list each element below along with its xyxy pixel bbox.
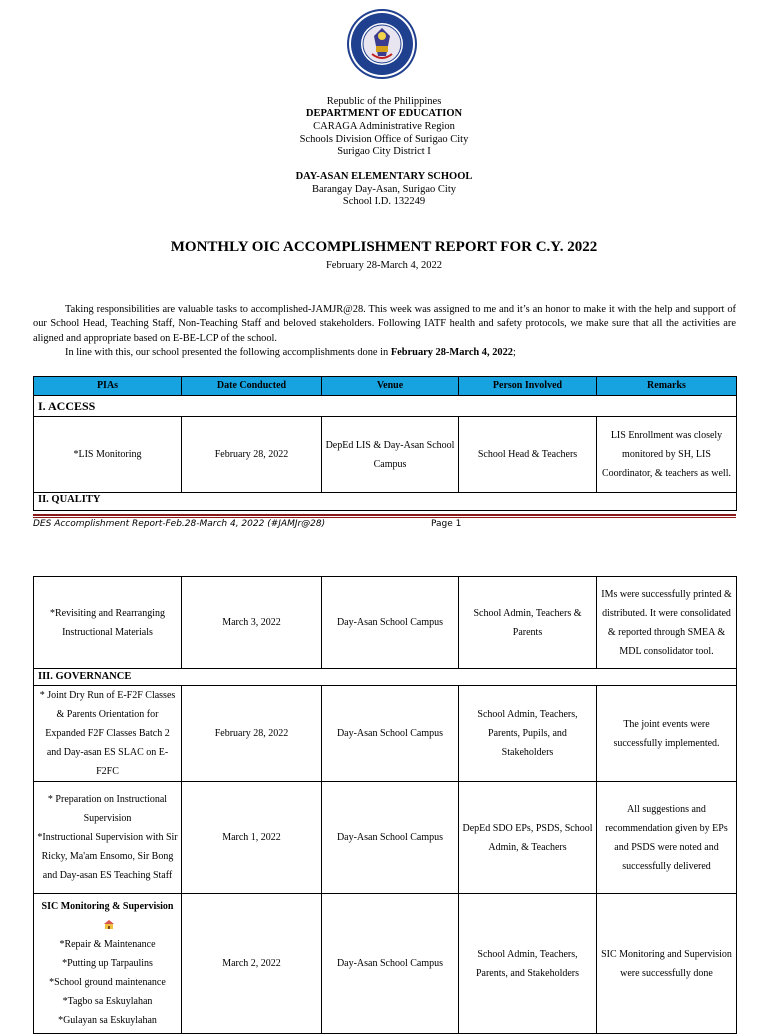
cell-person: School Admin, Teachers, Parents, Pupils, and Stakeholders (459, 686, 597, 782)
region-line: CARAGA Administrative Region (313, 121, 455, 132)
table-row (34, 686, 737, 782)
footer-rule-thin (33, 517, 736, 518)
cell-person: School Admin, Teachers, Parents, and Stakeholders (459, 894, 597, 1034)
cell-date: March 1, 2022 (182, 782, 322, 894)
cell-person: School Head & Teachers (459, 417, 597, 493)
pia-line: *Gulayan sa Eskuylahan (58, 1015, 157, 1026)
cell-date: February 28, 2022 (182, 417, 322, 493)
footer-doc-title: DES Accomplishment Report-Feb.28-March 4, 2022 (#JAMJr@28) (33, 519, 326, 529)
pia-bold-line (37, 897, 178, 935)
cell-date: February 28, 2022 (182, 686, 322, 782)
table-row (34, 577, 737, 669)
report-title: MONTHLY OIC ACCOMPLISHMENT REPORT FOR C.Y. 2022 (170, 239, 598, 255)
cell-venue: Day-Asan School Campus (322, 686, 459, 782)
intro-p2-prefix: In line with this, our school presented the following accomplishments done in (65, 347, 391, 358)
pia-line: *Instructional Supervision with Sir Ricky, Ma'am Ensomo, Sir Bong and Day-asan ES Teaching Staff (37, 832, 178, 881)
cell-venue: Day-Asan School Campus (322, 577, 459, 669)
pia-line: *Putting up Tarpaulins (62, 958, 153, 969)
col-header-date: Date Conducted (182, 377, 322, 396)
cell-pia: *LIS Monitoring (34, 417, 182, 493)
cell-remarks: SIC Monitoring and Supervision were successfully done (597, 894, 737, 1034)
intro-p2-date: February 28-March 4, 2022 (390, 347, 513, 358)
pia-line: *Repair & Maintenance (59, 939, 156, 950)
school-icon (104, 917, 114, 926)
section-quality: II. QUALITY (34, 493, 737, 511)
col-header-remarks: Remarks (597, 377, 737, 396)
cell-pia (34, 894, 182, 1034)
table-row (34, 894, 737, 1034)
col-header-venue: Venue (322, 377, 459, 396)
cell-pia (34, 782, 182, 894)
section-governance: III. GOVERNANCE (34, 669, 737, 686)
section-row (34, 669, 737, 686)
table-row (34, 417, 737, 493)
cell-pia: *Revisiting and Rearranging Instructional Materials (34, 577, 182, 669)
cell-venue: Day-Asan School Campus (322, 782, 459, 894)
section-row (34, 493, 737, 511)
report-subtitle: February 28-March 4, 2022 (325, 260, 443, 271)
pia-line: * Preparation on Instructional Supervision (47, 794, 168, 824)
accomplishment-table-continued (33, 576, 737, 1034)
footer-rule (33, 514, 736, 516)
division-line: Schools Division Office of Surigao City (299, 134, 469, 145)
accomplishment-table (33, 376, 737, 511)
col-header-person: Person Involved (459, 377, 597, 396)
intro-paragraph: Taking responsibilities are valuable tasks to accomplished-JAMJR@28. This week was assigned to me and it’s an honor to make it with the help and support of our School Head, Teaching Staff, Non-Teaching Staff and beloved stakeholders. Following IATF health and safety protocols, we make sure that all the activities are aligned and appropriate based on E-BE-LCP of the school. (33, 304, 736, 344)
district-line: Surigao City District I (337, 146, 431, 157)
pia-line: *School ground maintenance (49, 977, 166, 988)
table-row (34, 782, 737, 894)
cell-venue: Day-Asan School Campus (322, 894, 459, 1034)
cell-remarks: The joint events were successfully implemented. (597, 686, 737, 782)
cell-remarks: IMs were successfully printed & distributed. It were consolidated & reported through SMEA & MDL consolidator tool. (597, 577, 737, 669)
page-number: Page 1 (431, 519, 462, 529)
cell-venue: DepEd LIS & Day-Asan School Campus (322, 417, 459, 493)
cell-date: March 2, 2022 (182, 894, 322, 1034)
republic-line: Republic of the Philippines (326, 96, 442, 107)
pia-line: *Tagbo sa Eskuylahan (62, 996, 153, 1007)
school-name: DAY-ASAN ELEMENTARY SCHOOL (295, 171, 473, 182)
deped-seal (346, 8, 418, 80)
col-header-pias: PIAs (34, 377, 182, 396)
cell-person: School Admin, Teachers & Parents (459, 577, 597, 669)
cell-pia: * Joint Dry Run of E-F2F Classes & Parents Orientation for Expanded F2F Classes Batch 2 and Day-asan ES SLAC on E-F2FC (34, 686, 182, 782)
intro-paragraph-2 (33, 346, 736, 360)
section-access: I. ACCESS (34, 396, 737, 417)
cell-remarks: All suggestions and recommendation given by EPs and PSDS were noted and successfully delivered (597, 782, 737, 894)
cell-remarks: LIS Enrollment was closely monitored by SH, LIS Coordinator, & teachers as well. (597, 417, 737, 493)
cell-person: DepEd SDO EPs, PSDS, School Admin, & Teachers (459, 782, 597, 894)
department-line: DEPARTMENT OF EDUCATION (305, 108, 463, 119)
school-id: School I.D. 132249 (342, 196, 426, 207)
cell-date: March 3, 2022 (182, 577, 322, 669)
section-row (34, 396, 737, 417)
intro-p2-suffix: ; (512, 347, 516, 358)
school-address: Barangay Day-Asan, Surigao City (311, 184, 457, 195)
table-header-row (34, 377, 737, 396)
sic-label: SIC Monitoring & Supervision (41, 901, 174, 912)
